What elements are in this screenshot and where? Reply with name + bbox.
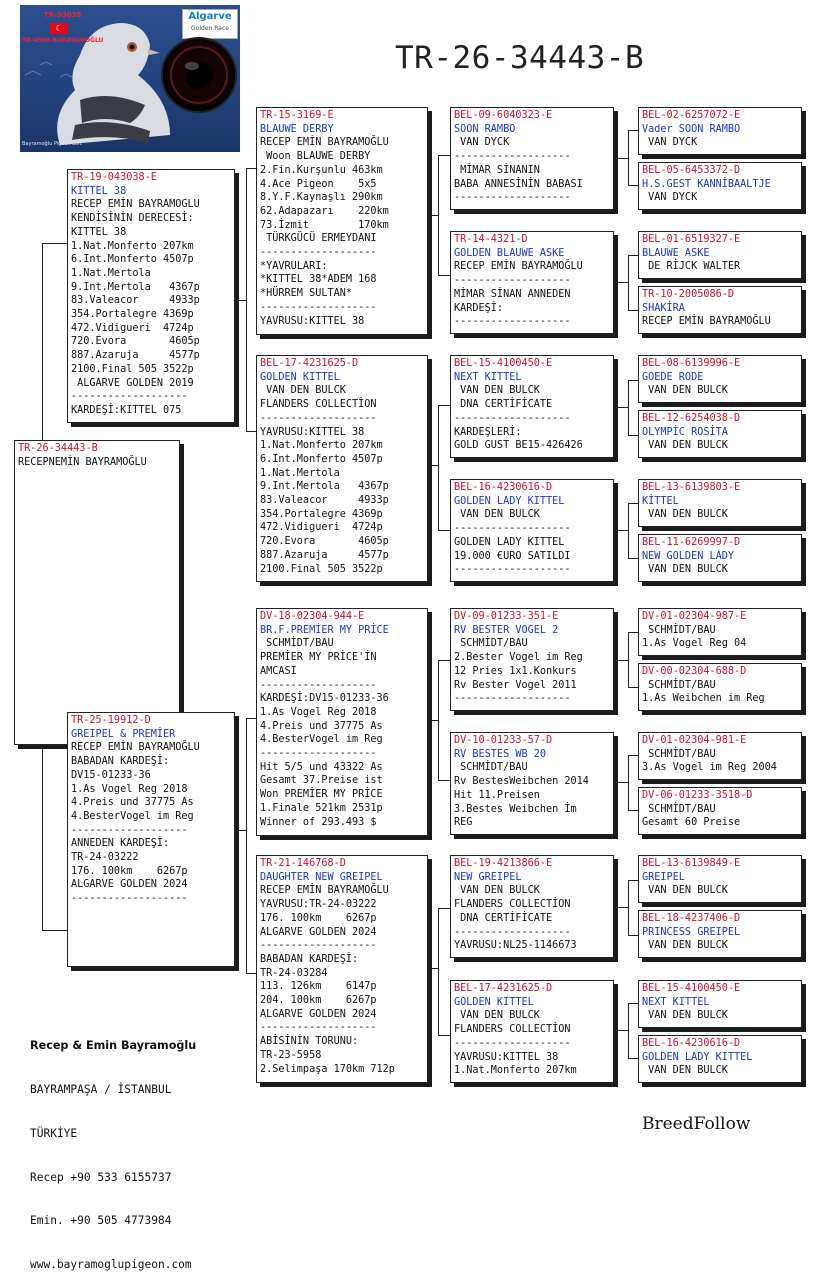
connector-line	[42, 243, 43, 440]
detail-line: 354.Portalegre 4369p	[260, 508, 383, 520]
pedigree-box-gen4[interactable]	[638, 286, 802, 334]
detail-line: TR-23-5958	[260, 1049, 322, 1061]
pigeon-name: KİTTEL	[642, 495, 679, 507]
pigeon-name: GOLDEN BLAUWE ASKE	[454, 247, 565, 259]
connector-line	[628, 435, 638, 436]
ring-number: BEL-05-6453372-D	[642, 165, 741, 176]
detail-line: 62.Adapazarı 220km	[260, 205, 389, 217]
detail-line: 720.Evora 4605p	[71, 336, 200, 348]
detail-line: 887.Azaruja 4577p	[260, 549, 389, 561]
ring-number: BEL-12-6254038-D	[642, 413, 741, 424]
pedigree-box-gen4[interactable]	[638, 608, 802, 656]
connector-line	[235, 300, 246, 301]
detail-line: YAVRUSU:NL25-1146673	[454, 940, 577, 952]
detail-line: VAN DEN BULCK	[642, 940, 728, 952]
detail-line: VAN DEN BULCK	[642, 1010, 728, 1022]
detail-line: VAN DEN BULCK	[454, 385, 540, 397]
pedigree-box-gen3[interactable]	[450, 231, 614, 334]
connector-line	[628, 1058, 638, 1059]
detail-line: ANNEDEN KARDEŞİ:	[71, 838, 170, 850]
detail-line: 354.Portalegre 4369p	[71, 309, 194, 321]
connector-line	[438, 908, 439, 1035]
ring-number: DV-18-02304-944-E	[260, 611, 365, 622]
detail-line: VAN DYCK	[642, 137, 698, 149]
pedigree-box-gen4[interactable]	[638, 732, 802, 780]
detail-line: 1.Nat.Monferto 207km	[454, 1065, 577, 1077]
pedigree-box-gen4[interactable]	[638, 980, 802, 1028]
connector-line	[628, 503, 629, 558]
detail-line: 1.Finale 521km 2531p	[260, 802, 383, 814]
detail-line: VAN DEN BULCK	[642, 564, 728, 576]
connector-line	[235, 830, 246, 831]
detail-line: ALGARVE GOLDEN 2024	[260, 1008, 377, 1020]
detail-line: KITTEL 38	[71, 226, 127, 238]
connector-line	[628, 755, 638, 756]
connector-line	[628, 755, 629, 810]
connector-line	[614, 530, 628, 531]
pigeon-name: RV BESTER VOGEL 2	[454, 624, 559, 636]
detail-line: GOLD GUST BE15-426426	[454, 440, 583, 452]
ring-number: TR-10-2005086-D	[642, 289, 735, 300]
connector-line	[614, 782, 628, 783]
detail-line: RECEPNEMİN BAYRAMOĞLU	[18, 456, 147, 468]
detail-line: 1.Nat.Mertola	[260, 467, 340, 479]
detail-line: -------------------	[454, 1037, 571, 1049]
detail-line: 4.Preis und 37775 As	[260, 720, 383, 732]
detail-line: VAN DEN BULCK	[642, 1065, 728, 1077]
ring-number: BEL-13-6139849-E	[642, 858, 741, 869]
detail-line: 6.Int.Monferto 4507p	[260, 453, 383, 465]
detail-line: -------------------	[71, 893, 188, 905]
ring-number: DV-10-01233-57-D	[454, 735, 553, 746]
pedigree-box-gen4[interactable]	[638, 355, 802, 403]
detail-line: MİMAR SİNAN ANNEDEN	[454, 288, 571, 300]
detail-line: *HÜRREM SULTAN*	[260, 288, 353, 300]
detail-line: 4.Preis und 37775 As	[71, 797, 194, 809]
detail-line: VAN DEN BULCK	[642, 440, 728, 452]
connector-line	[628, 255, 638, 256]
detail-line: SCHMİDT/BAU	[260, 638, 334, 650]
detail-line: 8.Y.F.Kaynaşlı 290km	[260, 192, 383, 204]
pedigree-box-gen4[interactable]	[638, 787, 802, 835]
detail-line: Gesamt 37.Preise ist	[260, 775, 383, 787]
connector-line	[628, 880, 629, 935]
pigeon-name: GOEDE RODE	[642, 371, 704, 383]
detail-line: YAVRUSU:KITTEL 38	[260, 315, 365, 327]
detail-line: -------------------	[71, 391, 188, 403]
ring-number: BEL-16-4230616-D	[642, 1038, 741, 1049]
detail-line: 4.BesterVogel im Reg	[71, 810, 194, 822]
detail-line: -------------------	[260, 679, 377, 691]
connector-line	[628, 185, 638, 186]
detail-line: MİMAR SİNANIN	[454, 164, 540, 176]
contact-block	[30, 1010, 196, 1287]
ring-number: BEL-19-4213866-E	[454, 858, 553, 869]
pigeon-name: SOON RAMBO	[454, 123, 516, 135]
connector-line	[614, 907, 628, 908]
detail-line: 1.As Weibchen im Reg	[642, 693, 765, 705]
ring-number: BEL-16-4230616-D	[454, 482, 553, 493]
pigeon-name: OLYMPİC ROSİTA	[642, 426, 728, 438]
ring-number: TR-21-146768-D	[260, 858, 346, 869]
connector-line	[628, 380, 638, 381]
eye-icon	[160, 36, 238, 114]
detail-line: 887.Azaruja 4577p	[71, 350, 200, 362]
detail-line: -------------------	[454, 316, 571, 328]
pigeon-name: NEW GREIPEL	[454, 871, 522, 883]
detail-line: 472.Vidigueri 4724p	[260, 522, 383, 534]
detail-line: VAN DEN BULCK	[642, 385, 728, 397]
detail-line: SCHMİDT/BAU	[454, 762, 528, 774]
detail-line: 1.Nat.Monferto 207km	[71, 240, 194, 252]
connector-line	[628, 880, 638, 881]
detail-line: PREMİER MY PRİCE'İN	[260, 652, 377, 664]
detail-line: VAN DYCK	[642, 192, 698, 204]
pigeon-name: SHAKİRA	[642, 302, 685, 314]
brand-label: BreedFollow	[642, 1114, 751, 1134]
pedigree-box-gen3[interactable]	[450, 355, 614, 458]
contact-name: Recep & Emin Bayramoğlu	[30, 1039, 197, 1053]
detail-line: SCHMİDT/BAU	[642, 803, 716, 815]
algarve-logo	[182, 9, 238, 39]
pigeon-name: GOLDEN LADY KITTEL	[642, 1051, 753, 1063]
detail-line: 2100.Final 505 3522p	[260, 563, 383, 575]
pedigree-box-gen3[interactable]	[450, 479, 614, 582]
pigeon-name: RV BESTES WB 20	[454, 748, 547, 760]
pigeon-name: NEXT KITTEL	[642, 996, 710, 1008]
contact-website[interactable]: www.bayramoglupigeon.com	[30, 1258, 192, 1272]
pigeon-name: NEW GOLDEN LADY	[642, 550, 735, 562]
detail-line: Rv BestesWeibchen 2014	[454, 776, 589, 788]
connector-line	[628, 255, 629, 310]
detail-line: TR-24-03284	[260, 967, 328, 979]
detail-line: -------------------	[260, 247, 377, 259]
detail-line: RECEP EMİN BAYRAMOĞLU	[642, 316, 771, 328]
pigeon-name: PRINCESS GREIPEL	[642, 926, 741, 938]
ring-number: BEL-17-4231625-D	[260, 358, 359, 369]
detail-line: 83.Valeacor 4933p	[260, 495, 389, 507]
connector-line	[438, 660, 439, 780]
detail-line: Won PREMİER MY PRİCE	[260, 789, 383, 801]
detail-line: SCHMİDT/BAU	[642, 624, 716, 636]
connector-line	[628, 1003, 638, 1004]
detail-line: Woon BLAUWE DERBY	[260, 151, 371, 163]
detail-line: -------------------	[454, 412, 571, 424]
detail-line: KENDİSİNİN DERECESİ:	[71, 213, 194, 225]
connector-line	[628, 310, 638, 311]
detail-line: VAN DEN BULCK	[454, 885, 540, 897]
detail-line: VAN DYCK	[454, 137, 510, 149]
detail-line: -------------------	[260, 1022, 377, 1034]
connector-line	[42, 930, 70, 931]
detail-line: BABADAN KARDEŞİ:	[71, 756, 170, 768]
detail-line: SCHMİDT/BAU	[642, 748, 716, 760]
pigeon-name: BLAUWE DERBY	[260, 123, 334, 135]
pedigree-box-gen4[interactable]	[638, 162, 802, 210]
detail-line: VAN DEN BULCK	[454, 1010, 540, 1022]
pedigree-box-dam-sire[interactable]	[256, 608, 428, 836]
pigeon-name: NEXT KITTEL	[454, 371, 522, 383]
detail-line: YAVRUSU:KITTEL 38	[260, 426, 365, 438]
detail-line: ALGARVE GOLDEN 2019	[71, 377, 194, 389]
detail-line: -------------------	[454, 926, 571, 938]
pedigree-box-gen4[interactable]	[638, 479, 802, 527]
detail-line: 1.Nat.Monferto 207km	[260, 440, 383, 452]
detail-line: RECEP EMİN BAYRAMOĞLU	[454, 261, 583, 273]
connector-line	[428, 465, 438, 466]
ring-number: BEL-02-6257072-E	[642, 110, 741, 121]
algarve-logo-sub: Golden Race	[191, 25, 229, 32]
pedigree-box-gen3[interactable]	[450, 608, 614, 711]
connector-line	[628, 687, 638, 688]
detail-line: KARDEŞİ:KITTEL 075	[71, 404, 182, 416]
connector-line	[628, 380, 629, 435]
pedigree-box-sire[interactable]	[67, 169, 235, 423]
detail-line: YAVRUSU:TR-24-03222	[260, 899, 377, 911]
detail-line: FLANDERS COLLECTİON	[454, 899, 571, 911]
detail-line: TR-24-03222	[71, 852, 139, 864]
connector-line	[438, 155, 439, 275]
detail-line: ABİSİNİN TORUNU:	[260, 1036, 359, 1048]
detail-line: -------------------	[260, 412, 377, 424]
contact-phone-recep: Recep +90 533 6155737	[30, 1170, 172, 1184]
detail-line: VAN DEN BULCK	[642, 885, 728, 897]
detail-line: RECEP EMİN BAYRAMOĞLU	[260, 137, 389, 149]
pigeon-name: H.S.GEST KANNİBAALTJE	[642, 178, 771, 190]
detail-line: VAN DEN BULCK	[642, 509, 728, 521]
detail-line: KARDEŞLERİ:	[454, 426, 522, 438]
pigeon-name: DAUGHTER NEW GREIPEL	[260, 871, 383, 883]
ring-number: BEL-18-4237406-D	[642, 913, 741, 924]
detail-line: -------------------	[260, 940, 377, 952]
connector-line	[628, 130, 629, 185]
page-title: TR-26-34443-B	[395, 40, 645, 76]
pigeon-name: Vader SOON RAMBO	[642, 123, 741, 135]
connector-line	[628, 632, 638, 633]
pigeon-name: GREIPEL & PREMİER	[71, 728, 176, 740]
detail-line: -------------------	[454, 151, 571, 163]
detail-line: 9.Int.Mertola 4367p	[260, 481, 389, 493]
detail-line: 2.Selimpaşa 170km 712p	[260, 1063, 395, 1075]
detail-line: 176. 100km 6267p	[71, 865, 188, 877]
detail-line: SCHMİDT/BAU	[642, 679, 716, 691]
detail-line: 113. 126km 6147p	[260, 981, 377, 993]
pedigree-box-gen3[interactable]	[450, 732, 614, 835]
detail-line: 1.As Vogel Reg 2018	[71, 783, 188, 795]
detail-line: SCHMİDT/BAU	[454, 638, 528, 650]
detail-line: ALGARVE GOLDEN 2024	[260, 926, 377, 938]
ring-number: BEL-17-4231625-D	[454, 983, 553, 994]
pedigree-box-gen4[interactable]	[638, 1035, 802, 1083]
detail-line: *KITTEL 38*ADEM 168	[260, 274, 377, 286]
pedigree-box-dam[interactable]	[67, 712, 235, 967]
detail-line: -------------------	[454, 275, 571, 287]
pedigree-box-gen3[interactable]	[450, 855, 614, 958]
detail-line: -------------------	[260, 301, 377, 313]
pedigree-box-sire-dam[interactable]	[256, 355, 428, 582]
detail-line: DE RİJCK WALTER	[642, 261, 741, 273]
ring-number: TR-19-043038-E	[71, 172, 157, 183]
detail-line: 9.Int.Mertola 4367p	[71, 281, 200, 293]
ring-number: TR-26-34443-B	[18, 443, 98, 454]
detail-line: 3.As Vogel im Reg 2004	[642, 762, 777, 774]
detail-line: 73.İzmit 170km	[260, 219, 389, 231]
pedigree-box-gen4[interactable]	[638, 231, 802, 279]
detail-line: DNA CERTİFİCATE	[454, 399, 553, 411]
pigeon-name: KITTEL 38	[71, 185, 127, 197]
detail-line: GOLDEN LADY KITTEL	[454, 536, 565, 548]
connector-line	[628, 558, 638, 559]
detail-line: 472.Vidigueri 4724p	[71, 322, 194, 334]
eye-image	[160, 36, 238, 114]
ring-number: TR-14-4321-D	[454, 234, 528, 245]
detail-line: 83.Valeacor 4933p	[71, 295, 200, 307]
detail-line: BABADAN KARDEŞİ:	[260, 953, 359, 965]
detail-line: AMCASI	[260, 665, 297, 677]
detail-line: RECEP EMİN BAYRAMOĞLU	[71, 742, 200, 754]
contact-address: BAYRAMPAŞA / İSTANBUL	[30, 1082, 172, 1096]
detail-line: -------------------	[454, 564, 571, 576]
ring-number: BEL-09-6040323-E	[454, 110, 553, 121]
connector-line	[628, 503, 638, 504]
detail-line: 12 Pries 1x1.Konkurs	[454, 665, 577, 677]
pedigree-box-gen4[interactable]	[638, 410, 802, 458]
detail-line: 3.Bestes Weibchen İm	[454, 803, 577, 815]
connector-line	[628, 935, 638, 936]
detail-line: 4.Ace Pigeon 5x5	[260, 178, 377, 190]
detail-line: Winner of 293.493 $	[260, 816, 377, 828]
pigeon-name: GREIPEL	[642, 871, 685, 883]
detail-line: TÜRKGÜCÜ ERMEYDANI	[260, 233, 377, 245]
detail-line: *YAVRULARI:	[260, 260, 328, 272]
connector-line	[614, 158, 628, 159]
pigeon-name: GOLDEN KITTEL	[454, 996, 534, 1008]
turkey-flag-icon: ☾	[50, 23, 68, 34]
detail-line: 4.BesterVogel im Reg	[260, 734, 383, 746]
detail-line: YAVRUSU:KITTEL 38	[454, 1051, 559, 1063]
connector-line	[628, 130, 638, 131]
detail-line: REG	[454, 817, 473, 829]
pigeon-name: BLAUWE ASKE	[642, 247, 710, 259]
ring-number: BEL-13-6139803-E	[642, 482, 741, 493]
connector-line	[246, 718, 247, 973]
detail-line: RECEP EMİN BAYRAMOGLU	[71, 199, 200, 211]
detail-line: Gesamt 60 Preise	[642, 817, 741, 829]
detail-line: -------------------	[260, 748, 377, 760]
connector-line	[614, 407, 628, 408]
connector-line	[438, 405, 439, 530]
ring-number: DV-09-01233-351-E	[454, 611, 559, 622]
detail-line: 1.Nat.Mertola	[71, 267, 151, 279]
ring-number: BEL-11-6269997-D	[642, 537, 741, 548]
algarve-logo-text: Algarve	[188, 11, 232, 22]
detail-line: 2.Bester Vogel im Reg	[454, 652, 583, 664]
detail-line: -------------------	[454, 693, 571, 705]
ring-number: DV-01-02304-981-E	[642, 735, 747, 746]
pedigree-box-subject[interactable]	[14, 440, 180, 745]
detail-line: 2100.Final 505 3522p	[71, 363, 194, 375]
detail-line: 176. 100km 6267p	[260, 912, 377, 924]
detail-line: VAN DEN BULCK	[454, 509, 540, 521]
detail-line: -------------------	[454, 192, 571, 204]
pedigree-box-gen4[interactable]	[638, 663, 802, 711]
ring-number: TR-15-3169-E	[260, 110, 334, 121]
detail-line: KARDEŞİ:	[454, 302, 504, 314]
detail-line: DNA CERTİFİCATE	[454, 912, 553, 924]
ring-number: DV-01-02304-987-E	[642, 611, 747, 622]
detail-line: 1.As Vogel Reg 04	[642, 638, 747, 650]
detail-line: ALGARVE GOLDEN 2024	[71, 879, 188, 891]
detail-line: 6.Int.Monferto 4507p	[71, 254, 194, 266]
pigeon-name: GOLDEN KITTEL	[260, 371, 340, 383]
detail-line: 204. 100km 6267p	[260, 995, 377, 1007]
pedigree-box-sire-sire[interactable]	[256, 107, 428, 335]
detail-line: Hit 11.Preisen	[454, 789, 540, 801]
connector-line	[428, 215, 438, 216]
detail-line: VAN DEN BULCK	[260, 385, 346, 397]
connector-line	[614, 282, 628, 283]
ring-number: DV-00-02304-688-D	[642, 666, 747, 677]
photo-ring-sub: TR-4909-BURAYAMOĞLU	[22, 37, 104, 44]
detail-line: FLANDERS COLLECTİON	[260, 399, 377, 411]
ring-number: BEL-08-6139996-E	[642, 358, 741, 369]
detail-line: Hit 5/5 und 43322 As	[260, 761, 383, 773]
connector-line	[246, 168, 247, 431]
detail-line: FLANDERS COLLECTİON	[454, 1024, 571, 1036]
detail-line: -------------------	[454, 523, 571, 535]
connector-line	[428, 720, 438, 721]
ring-number: DV-06-01233-3518-D	[642, 790, 753, 801]
pedigree-box-gen3[interactable]	[450, 107, 614, 210]
pigeon-name: GOLDEN LADY KITTEL	[454, 495, 565, 507]
ring-number: BEL-01-6519327-E	[642, 234, 741, 245]
connector-line	[628, 632, 629, 687]
detail-line: 720.Evora 4605p	[260, 536, 389, 548]
pigeon-name: BR.F.PREMİER MY PRİCE	[260, 624, 389, 636]
detail-line: -------------------	[71, 824, 188, 836]
pedigree-box-gen4[interactable]	[638, 855, 802, 903]
detail-line: 2.Fin.Kurşunlu 463km	[260, 164, 383, 176]
photo-footer: Bayramoğlu Pigeon Loft	[22, 141, 82, 147]
detail-line: RECEP EMİN BAYRAMOĞLU	[260, 885, 389, 897]
ring-number: BEL-15-4100450-E	[454, 358, 553, 369]
contact-phone-emin: Emin. +90 505 4773984	[30, 1214, 172, 1228]
connector-line	[42, 243, 70, 244]
detail-line: 19.000 €URO SATILDI	[454, 550, 571, 562]
pedigree-box-gen3[interactable]	[450, 980, 614, 1083]
connector-line	[628, 1003, 629, 1058]
ring-number: BEL-15-4100450-E	[642, 983, 741, 994]
connector-line	[628, 810, 638, 811]
ring-number: TR-25-19912-D	[71, 715, 151, 726]
photo-ring-top: TR-93038	[44, 11, 82, 19]
detail-line: DV15-01233-36	[71, 769, 151, 781]
pedigree-box-gen4[interactable]	[638, 534, 802, 582]
contact-country: TÜRKİYE	[30, 1126, 78, 1140]
detail-line: Rv Bester Vogel 2011	[454, 679, 577, 691]
detail-line: 1.As Vogel Reg 2018	[260, 706, 377, 718]
detail-line: BABA ANNESİNİN BABASI	[454, 178, 583, 190]
pedigree-box-gen4[interactable]	[638, 910, 802, 958]
detail-line: KARDEŞİ:DV15-01233-36	[260, 693, 389, 705]
pedigree-box-dam-dam[interactable]	[256, 855, 428, 1083]
connector-line	[614, 660, 628, 661]
connector-line	[614, 1030, 628, 1031]
pedigree-box-gen4[interactable]	[638, 107, 802, 155]
connector-line	[428, 968, 438, 969]
